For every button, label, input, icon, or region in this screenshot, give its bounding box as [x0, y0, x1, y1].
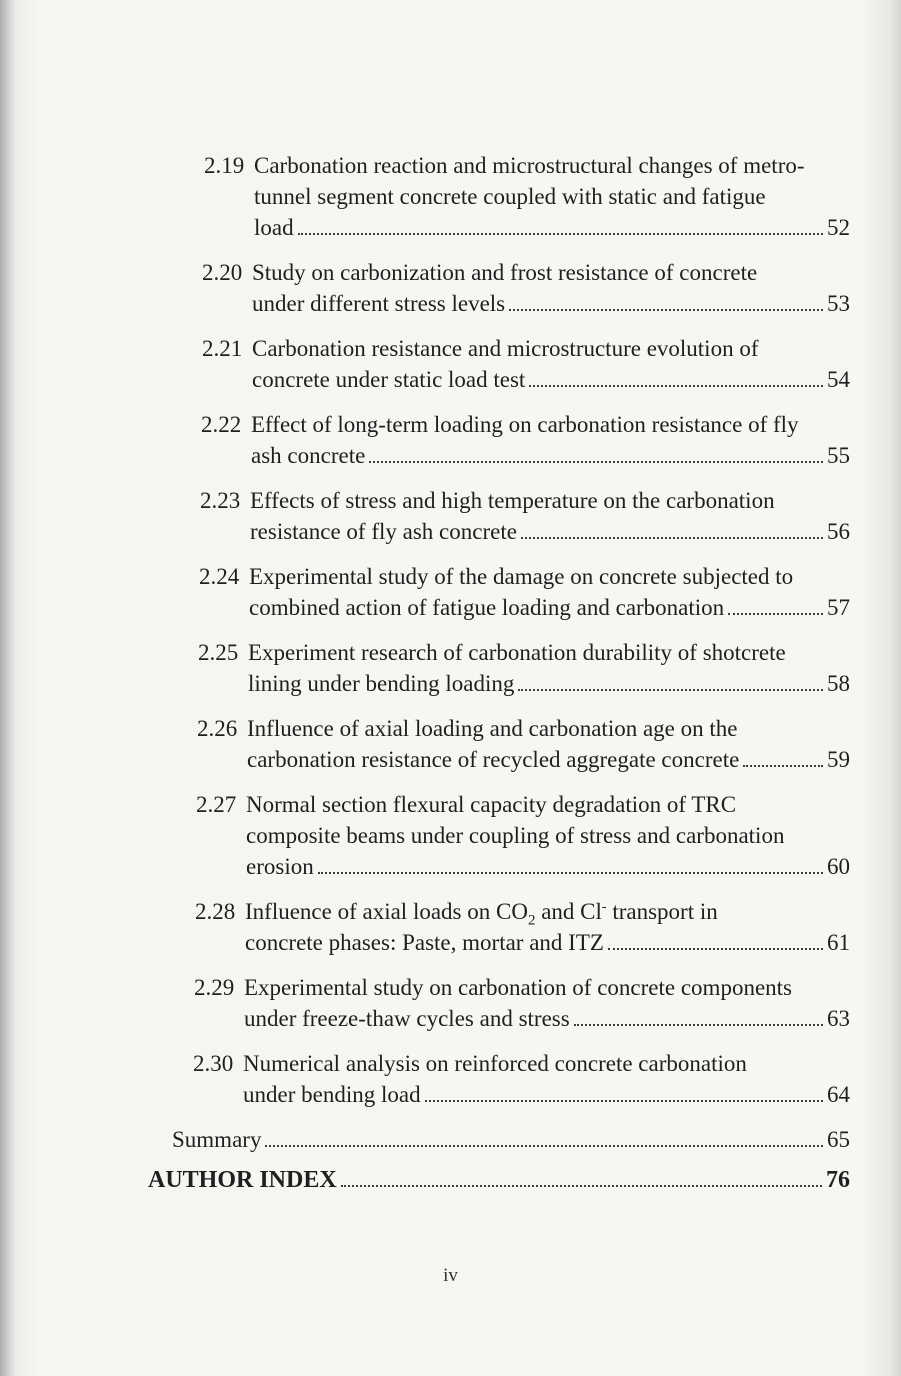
entry-page-number: 56	[827, 519, 850, 544]
superscript-minus: -	[601, 899, 607, 915]
toc-entry-2-29[interactable]	[194, 972, 850, 1034]
entry-number: 2.23	[200, 488, 241, 513]
entry-title-last-line: erosion	[246, 854, 314, 879]
dot-leader	[509, 308, 823, 311]
entry-title-last-line: carbonation resistance of recycled aggregate concrete	[247, 747, 740, 772]
dot-leader	[318, 871, 823, 874]
summary-label: Summary	[172, 1127, 262, 1152]
entry-title-line: Numerical analysis on reinforced concrete carbonation	[243, 1051, 747, 1076]
entry-page-number: 52	[827, 215, 850, 240]
table-of-contents	[150, 150, 850, 1196]
entry-title-last-line: under different stress levels	[252, 291, 506, 316]
toc-entry-2-21[interactable]	[202, 333, 850, 395]
dot-leader	[529, 384, 823, 387]
toc-entry-author-index[interactable]	[148, 1165, 850, 1196]
entry-page-number: 58	[827, 671, 850, 696]
summary-page-number: 65	[827, 1127, 850, 1152]
toc-entry-2-24[interactable]	[199, 561, 850, 623]
author-index-label: AUTHOR INDEX	[148, 1167, 337, 1193]
entry-page-number: 64	[827, 1082, 850, 1107]
entry-number: 2.27	[196, 792, 237, 817]
entry-title-line: Study on carbonization and frost resistance of concrete	[252, 260, 758, 285]
entry-page-number: 53	[827, 291, 850, 316]
dot-leader	[574, 1023, 823, 1026]
title-text: transport in	[606, 899, 718, 924]
entry-title-last-line: lining under bending loading	[248, 671, 515, 696]
entry-page-number: 60	[827, 854, 850, 879]
toc-entry-2-28[interactable]	[195, 896, 850, 958]
entry-title-last-line: load	[254, 215, 294, 240]
toc-entry-2-20[interactable]	[202, 257, 850, 319]
dot-leader	[298, 232, 823, 235]
entry-title-line: Experimental study on carbonation of concrete components	[244, 975, 792, 1000]
dot-leader	[341, 1184, 822, 1187]
page-folio: iv	[443, 1265, 458, 1286]
entry-number: 2.30	[193, 1051, 234, 1076]
dot-leader	[521, 536, 823, 539]
entry-title-last-line: resistance of fly ash concrete	[250, 519, 517, 544]
entry-page-number: 61	[827, 930, 850, 955]
entry-number: 2.28	[195, 899, 236, 924]
entry-title-last-line: under bending load	[243, 1082, 421, 1107]
entry-page-number: 55	[827, 443, 850, 468]
entry-number: 2.26	[197, 716, 238, 741]
entry-title-line: tunnel segment concrete coupled with static and fatigue	[254, 184, 766, 209]
entry-title-last-line: ash concrete	[251, 443, 366, 468]
entry-number: 2.19	[204, 153, 245, 178]
entry-title-line: Influence of axial loading and carbonation age on the	[247, 716, 738, 741]
dot-leader	[265, 1144, 823, 1147]
entry-title-last-line: concrete under static load test	[252, 367, 526, 392]
entry-title-line	[245, 896, 850, 927]
toc-entry-2-26[interactable]	[197, 713, 850, 775]
dot-leader	[369, 460, 823, 463]
binding-shadow	[0, 0, 16, 1376]
entry-title-line: Carbonation reaction and microstructural changes of metro-	[254, 153, 805, 178]
toc-entry-2-30[interactable]	[193, 1048, 850, 1110]
dot-leader	[518, 688, 823, 691]
title-text: and Cl	[535, 899, 602, 924]
author-index-page-number: 76	[826, 1167, 850, 1193]
dot-leader	[425, 1099, 823, 1102]
title-text: Influence of axial loads on CO	[245, 899, 528, 924]
entry-number: 2.20	[202, 260, 243, 285]
toc-entry-2-27[interactable]	[196, 789, 850, 882]
entry-title-line: Carbonation resistance and microstructure evolution of	[252, 336, 759, 361]
toc-entry-2-23[interactable]	[200, 485, 850, 547]
toc-entry-2-19[interactable]	[204, 150, 850, 243]
toc-entry-2-22[interactable]	[201, 409, 850, 471]
entry-page-number: 59	[827, 747, 850, 772]
entry-title-line: composite beams under coupling of stress and carbonation	[246, 823, 785, 848]
entry-title-line: Normal section flexural capacity degradation of TRC	[246, 792, 737, 817]
dot-leader	[743, 764, 823, 767]
entry-title-last-line: combined action of fatigue loading and carbonation	[249, 595, 725, 620]
toc-entry-2-25[interactable]	[198, 637, 850, 699]
entry-title-line: Experiment research of carbonation durability of shotcrete	[248, 640, 786, 665]
toc-entry-summary[interactable]	[172, 1124, 850, 1155]
entry-number: 2.22	[201, 412, 242, 437]
entry-title-line: Effect of long-term loading on carbonation resistance of fly	[251, 412, 799, 437]
entry-title-last-line: concrete phases: Paste, mortar and ITZ	[245, 930, 604, 955]
dot-leader	[728, 612, 823, 615]
entry-number: 2.29	[194, 975, 235, 1000]
dot-leader	[608, 947, 823, 950]
entry-page-number: 57	[827, 595, 850, 620]
entry-page-number: 54	[827, 367, 850, 392]
entry-page-number: 63	[827, 1006, 850, 1031]
subscript-two: 2	[527, 912, 536, 929]
entry-title-last-line: under freeze-thaw cycles and stress	[244, 1006, 570, 1031]
entry-number: 2.24	[199, 564, 240, 589]
entry-number: 2.25	[198, 640, 239, 665]
entry-title-line: Effects of stress and high temperature on the carbonation	[250, 488, 775, 513]
entry-number: 2.21	[202, 336, 243, 361]
entry-title-line: Experimental study of the damage on concrete subjected to	[249, 564, 794, 589]
